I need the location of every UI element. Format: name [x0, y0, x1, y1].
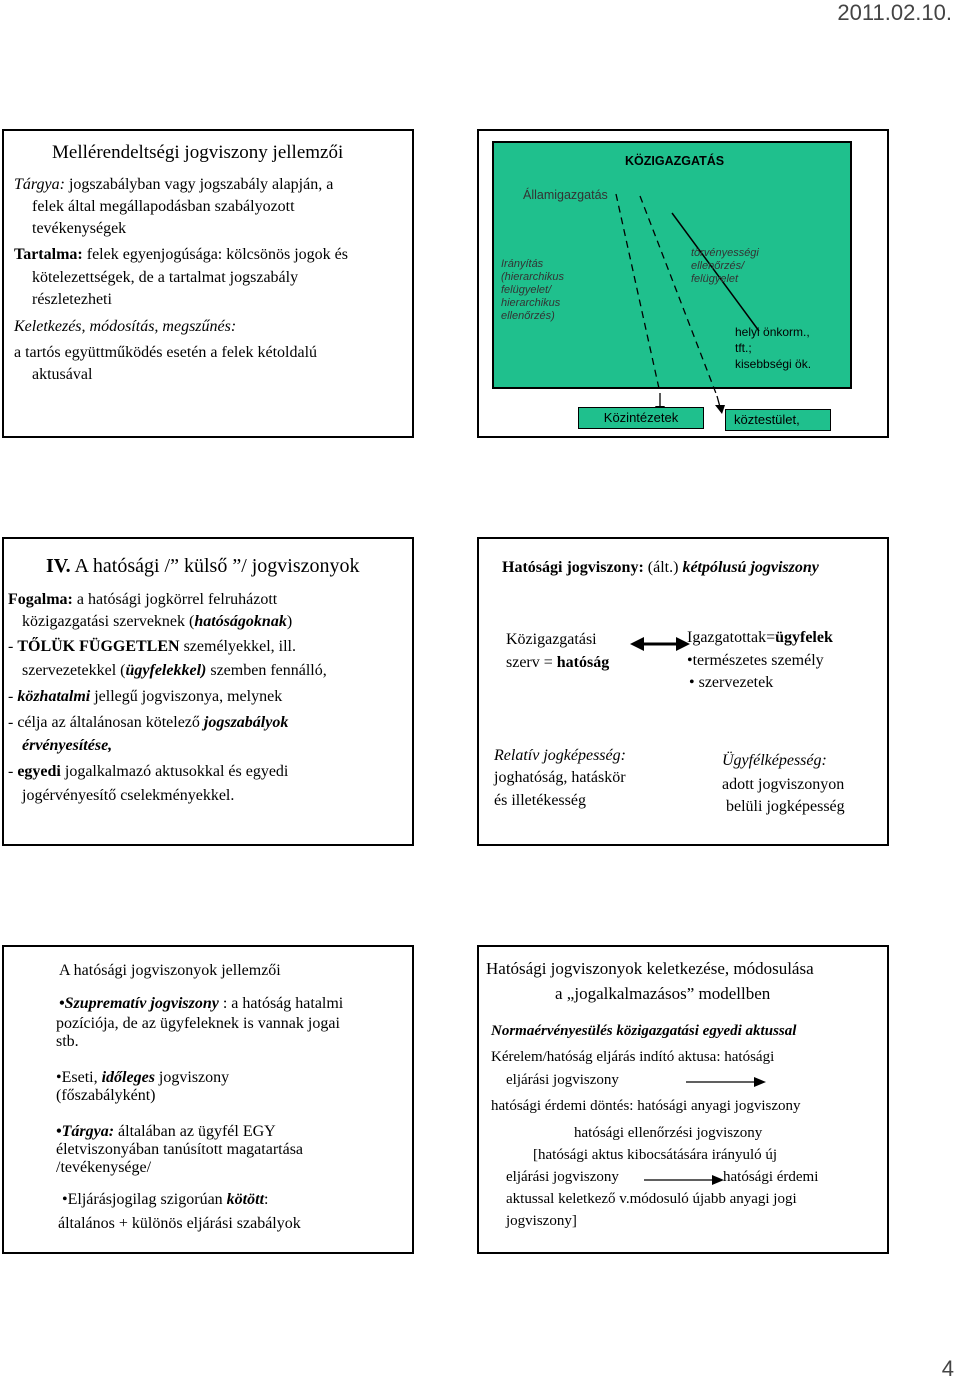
text-line: hatósági ellenőrzési jogviszony	[574, 1125, 763, 1141]
text-line: stb.	[56, 1033, 79, 1050]
slide-mellerendeltseg	[2, 129, 414, 438]
bullet-item: •természetes személy	[687, 652, 824, 669]
allamigazgatas-label: Államigazgatás	[523, 188, 608, 202]
text-line: jogérvényesítő cselekményekkel.	[22, 787, 235, 804]
slide-hatosagi-jogviszony	[477, 537, 889, 846]
header-date: 2011.02.10.	[837, 0, 952, 25]
slide-kozigazgatas-diagram	[477, 129, 889, 438]
ugyfelkepesseg: Ügyfélképesség:	[722, 752, 827, 769]
slide-title: Mellérendeltségi jogviszony jellemzői	[52, 142, 344, 163]
text-line: pozíciója, de az ügyfeleknek is vannak jogai	[56, 1015, 340, 1032]
label-tartalma: Tartalma:	[14, 246, 83, 263]
text-line: Kérelem/hatóság eljárás indító aktusa: hatósági	[491, 1049, 775, 1065]
text-line: eljárási jogviszony	[506, 1072, 619, 1088]
text-line: jogviszony]	[506, 1213, 577, 1229]
text-line: eljárási jogviszony	[506, 1169, 619, 1185]
bullet-item: •Eseti, időleges jogviszony	[56, 1069, 230, 1086]
text-line: - közhatalmi jellegű jogviszonya, melynek	[8, 688, 283, 705]
slide-title: Hatósági jogviszonyok keletkezése, módosulása	[486, 959, 814, 978]
text-line: és illetékesség	[494, 792, 586, 809]
text-line: [hatósági aktus kibocsátására irányuló új	[533, 1147, 778, 1163]
page-number: 4	[941, 1356, 954, 1381]
kozigazgatasi-szerv: Közigazgatási	[506, 631, 597, 648]
label-fogalma: Fogalma:	[8, 591, 73, 608]
relativ-jogkepesseg: Relatív jogképesség:	[494, 747, 626, 764]
text-line: általános + különös eljárási szabályok	[58, 1215, 301, 1232]
text-line: hatósági érdemi döntés: hatósági anyagi jogviszony	[491, 1098, 801, 1114]
text-line: Fogalma: a hatósági jogkörrel felruházott	[8, 591, 278, 608]
kozintezetek-box: Közintézetek	[578, 407, 704, 429]
text-line: a tartós együttműködés esetén a felek kétoldalú	[14, 344, 318, 361]
iranyitas-label: Irányítás (hierarchikus felügyelet/ hierarchikus ellenőrzés)	[501, 258, 564, 322]
subtitle: Normaérvényesülés közigazgatási egyedi aktussal	[491, 1023, 797, 1039]
text-line: közigazgatási szerveknek (hatóságoknak)	[22, 613, 293, 630]
text-line: belüli jogképesség	[726, 798, 845, 815]
text-line: felek által megállapodásban szabályozott	[32, 198, 295, 215]
text-line: - célja az általánosan kötelező jogszabályok	[8, 714, 289, 731]
slide-title: A hatósági jogviszonyok jellemzői	[59, 962, 281, 979]
slide-title: Hatósági jogviszony: (ált.) kétpólusú jogviszony	[502, 559, 819, 576]
text-line: részletezheti	[32, 291, 112, 308]
text-line: - egyedi jogalkalmazó aktusokkal és egyedi	[8, 763, 289, 780]
label-keletkezes: Keletkezés, módosítás, megszűnés:	[14, 318, 237, 335]
text-line: Tartalma: felek egyenjogúsága: kölcsönös jogok és	[14, 246, 349, 263]
torvenyessegi-label: törvényességi ellenőrzés/ felügyelet	[691, 247, 759, 285]
koztestulet-box: köztestület,	[725, 409, 831, 431]
text-line: adott jogviszonyon	[722, 776, 845, 793]
slide-keletkezes-modell	[477, 945, 889, 1254]
slide-hatosagi-jellemzoi	[2, 945, 414, 1254]
slide-hatosagi-jogviszonyok	[2, 537, 414, 846]
helyi-onkorm-label: helyi önkorm., tft.; kisebbségi ök.	[735, 325, 812, 371]
igazgatottak-label: Igazgatottak=ügyfelek	[687, 629, 833, 646]
kozigazgatas-label: KÖZIGAZGATÁS	[625, 154, 725, 168]
bullet-item: •Szuprematív jogviszony : a hatóság hatalmi	[59, 995, 344, 1012]
arrow-right-icon	[686, 1075, 766, 1089]
text-line: aktusával	[32, 366, 93, 383]
label-targya: Tárgya:	[14, 176, 65, 193]
text-line: kötelezettségek, de a tartalmat jogszabály	[32, 269, 299, 286]
bullet-item: • szervezetek	[689, 674, 774, 691]
slide-title: IV. A hatósági /” külső ”/ jogviszonyok	[46, 555, 360, 577]
text-line: aktussal keletkező v.módosuló újabb anyagi jogi	[506, 1191, 797, 1207]
text-line: szerv = hatóság	[506, 654, 610, 671]
text-line: - TŐLÜK FÜGGETLEN személyekkel, ill.	[8, 638, 296, 655]
double-arrow-icon	[630, 634, 690, 654]
text-line: életviszonyában tanúsított magatartása	[56, 1141, 304, 1158]
text-line: Tárgya: jogszabályban vagy jogszabály alapján, a	[14, 176, 334, 193]
text-line: hatósági érdemi	[723, 1169, 819, 1185]
arrow-right-icon	[644, 1173, 724, 1187]
text-line: /tevékenysége/	[56, 1159, 152, 1176]
text-line: érvényesítése,	[22, 737, 113, 754]
text-line: tevékenységek	[32, 220, 127, 237]
text-line: (főszabályként)	[56, 1087, 156, 1104]
bullet-item: •Eljárásjogilag szigorúan kötött:	[62, 1191, 269, 1208]
text-line: joghatóság, hatáskör	[494, 769, 626, 786]
bullet-item: •Tárgya: általában az ügyfél EGY	[56, 1123, 276, 1140]
text-line: szervezetekkel (ügyfelekkel) szemben fennálló,	[22, 662, 327, 679]
slide-title: a „jogalkalmazásos” modellben	[555, 984, 771, 1003]
